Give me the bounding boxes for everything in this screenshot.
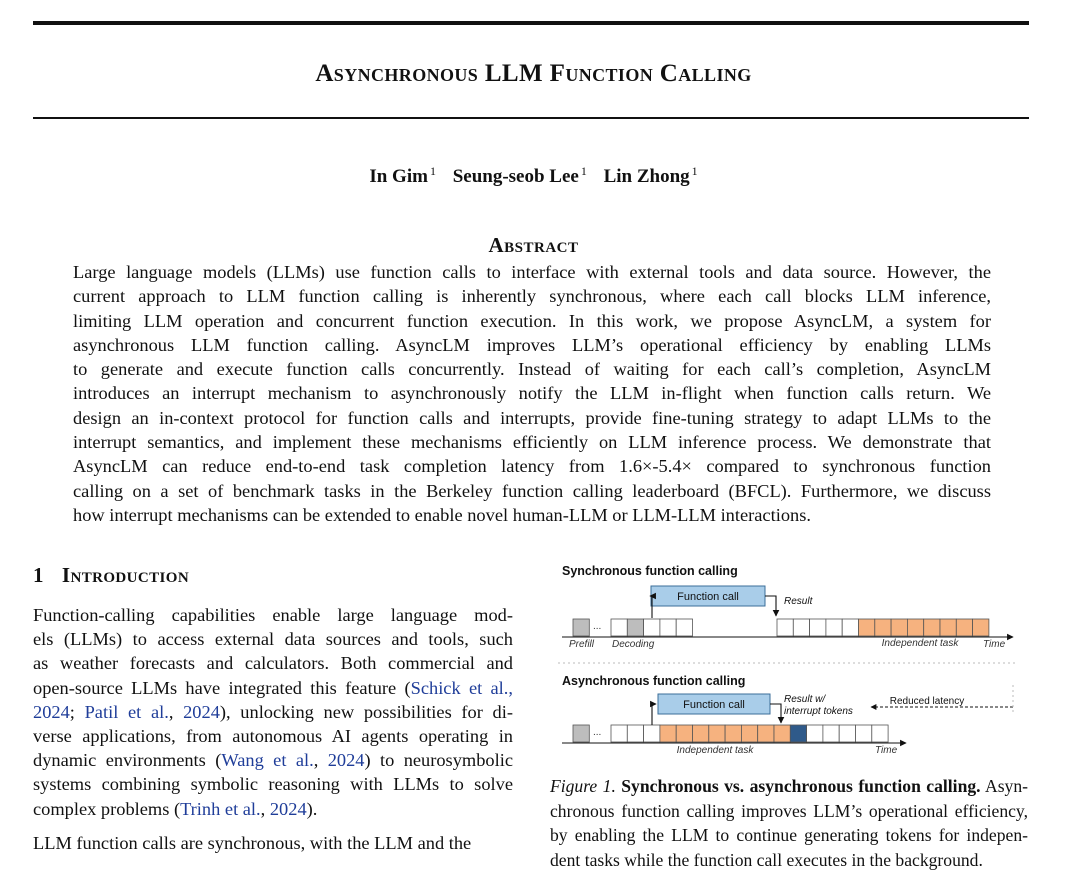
intro-text: ;: [70, 702, 85, 722]
decoding-label: Decoding: [612, 639, 655, 650]
citation-link[interactable]: 2024: [183, 702, 220, 722]
decoding-token: [627, 725, 643, 742]
ellipsis-token: ...: [593, 621, 601, 632]
unused-path-33: [648, 596, 650, 618]
independent-task-token: [956, 619, 972, 636]
citation-link[interactable]: 2024: [270, 799, 307, 819]
independent-task-token: [774, 725, 790, 742]
sync-function-call-label: Function call: [677, 591, 739, 603]
author-affiliation: 1: [581, 164, 587, 178]
author: [369, 166, 436, 187]
decoding-token: [842, 619, 858, 636]
sync-title: Synchronous function calling: [562, 564, 738, 578]
decoding-token: [839, 725, 855, 742]
reduced-latency-label: Reduced latency: [890, 696, 965, 707]
abstract-line: AsyncLM can reduce end-to-end task completion latency from 1.6×-5.4× compared to synchronous function: [73, 454, 991, 478]
interrupt-token: [790, 725, 806, 742]
decoding-token: [810, 619, 826, 636]
independent-task-token: [676, 725, 692, 742]
section-heading: [33, 563, 189, 588]
decoding-token: [826, 619, 842, 636]
independent-task-token: [973, 619, 989, 636]
independent-task-token: [924, 619, 940, 636]
decoding-token: [644, 619, 660, 636]
unused-path-49: [648, 596, 650, 618]
abstract-line: design an in-context protocol for function calls and interrupts, provide fine-tuning strategy to adapt LLMs to the: [73, 406, 991, 430]
intro-line: systems combining symbolic reasoning with LLMs to solve: [33, 772, 513, 796]
citation-link[interactable]: 2024: [328, 750, 365, 770]
intro-text: dynamic environments (: [33, 750, 221, 770]
caption-line: [550, 774, 1028, 799]
citation-link[interactable]: 2024: [33, 702, 70, 722]
intro-line: els (LLMs) to access external data sources and tools, such: [33, 627, 513, 651]
sync-independent-task-label: Independent task: [882, 638, 960, 649]
intro-line: Function-calling capabilities enable large language mod-: [33, 603, 513, 627]
caption-title: Synchronous vs. asynchronous function calling.: [621, 776, 980, 796]
intro-text: ,: [314, 750, 328, 770]
abstract-heading: Abstract: [0, 233, 1067, 258]
independent-task-token: [859, 619, 875, 636]
decoding-token: [660, 619, 676, 636]
caption-line: by enabling the LLM to continue generating tokens for indepen-: [550, 823, 1028, 848]
intro-text: open-source LLMs have integrated this feature (: [33, 678, 411, 698]
independent-task-token: [693, 725, 709, 742]
sync-time-label: Time: [983, 639, 1006, 650]
function-calling-diagram: [553, 560, 1023, 760]
independent-task-token: [758, 725, 774, 742]
author: [604, 166, 698, 187]
ellipsis-token: ...: [593, 727, 601, 738]
independent-task-token: [940, 619, 956, 636]
independent-task-token: [660, 725, 676, 742]
independent-task-token: [907, 619, 923, 636]
intro-line: [33, 748, 513, 772]
async-result-arrow: [770, 704, 781, 723]
decoding-token: [627, 619, 643, 636]
section-title: Introduction: [62, 563, 189, 587]
prefill-token: [573, 619, 589, 636]
title-bottom-rule: [33, 117, 1029, 119]
figure-caption: [550, 774, 1028, 872]
decoding-token: [807, 725, 823, 742]
decoding-token: [823, 725, 839, 742]
async-result-label-line2: interrupt tokens: [784, 706, 853, 717]
author-affiliation: 1: [692, 164, 698, 178]
decoding-token: [872, 725, 888, 742]
decoding-token: [611, 725, 627, 742]
abstract-line: Large language models (LLMs) use function calls to interface with external tools and data source. However, the: [73, 260, 991, 284]
independent-task-token: [891, 619, 907, 636]
caption-text: Asyn-: [985, 776, 1028, 796]
section-number: 1: [33, 563, 44, 587]
sync-result-label: Result: [784, 596, 814, 607]
abstract-line: asynchronous LLM function calling. AsyncLM improves LLM’s operational efficiency by enabling LLMs: [73, 333, 991, 357]
sync-token-row: [573, 619, 989, 636]
intro-line: verse applications, from autonomous AI agents operating in: [33, 724, 513, 748]
decoding-token: [793, 619, 809, 636]
author-list: [0, 164, 1067, 188]
caption-line: dent tasks while the function call executes in the background.: [550, 848, 1028, 872]
intro-text: complex problems (: [33, 799, 180, 819]
abstract-line: to generate and execute function calls concurrently. Instead of waiting for each call’s completion, AsyncLM: [73, 357, 991, 381]
unused-path-69: [649, 596, 650, 618]
async-function-call-label: Function call: [683, 699, 745, 711]
sync-result-arrow: [765, 596, 776, 616]
unused-path-34: [649, 596, 650, 618]
decoding-token: [777, 619, 793, 636]
decoding-token: [676, 619, 692, 636]
intro-line: [33, 676, 513, 700]
intro-line: [33, 797, 513, 821]
abstract-body: [73, 260, 991, 527]
intro-line: as weather forecasts and calculators. Both commercial and: [33, 651, 513, 675]
prefill-label: Prefill: [569, 639, 595, 650]
citation-link[interactable]: Schick et al.,: [411, 678, 513, 698]
abstract-line: current approach to LLM function calling is inherently synchronous, where each call blocks LLM inference,: [73, 284, 991, 308]
intro-line: LLM function calls are synchronous, with the LLM and the: [33, 831, 513, 855]
abstract-line: calling on a set of benchmark tasks in the Berkeley function calling leaderboard (BFCL). Furthermore, we discuss: [73, 479, 991, 503]
async-time-label: Time: [875, 745, 898, 756]
unused-path-73: [648, 596, 650, 618]
unused-path-72: [648, 596, 649, 618]
citation-link[interactable]: Patil et al.: [85, 702, 169, 722]
intro-text: ) to neurosymbolic: [364, 750, 513, 770]
prefill-token: [573, 725, 589, 742]
decoding-token: [644, 725, 660, 742]
async-result-label-line1: Result w/: [784, 694, 826, 705]
decoding-token: [611, 619, 627, 636]
author-name: In Gim: [369, 166, 428, 187]
independent-task-token: [709, 725, 725, 742]
decoding-token: [856, 725, 872, 742]
intro-text: ,: [169, 702, 183, 722]
async-independent-task-label: Independent task: [677, 745, 755, 756]
author-name: Lin Zhong: [604, 166, 690, 187]
caption-label: Figure 1.: [550, 776, 616, 796]
independent-task-token: [875, 619, 891, 636]
abstract-line: how interrupt mechanisms can be extended to enable novel human-LLM or LLM-LLM interactions.: [73, 503, 991, 527]
unused-path-44: [648, 596, 649, 618]
intro-text: ,: [261, 799, 270, 819]
abstract-line: introduces an interrupt mechanism to asynchronously notify the LLM in-flight when function calls return. We: [73, 381, 991, 405]
caption-line: chronous function calling improves LLM’s operational efficiency,: [550, 799, 1028, 824]
paper-title: Asynchronous LLM Function Calling: [0, 60, 1067, 88]
intro-text: ).: [307, 799, 318, 819]
intro-text: ), unlocking new possibilities for di-: [220, 702, 513, 722]
citation-link[interactable]: Trinh et al.: [180, 799, 261, 819]
async-title: Asynchronous function calling: [562, 674, 745, 688]
unused-path-32: [649, 596, 650, 618]
figure-1: [553, 560, 1023, 760]
async-call-arrow: [652, 704, 656, 725]
independent-task-token: [725, 725, 741, 742]
intro-body: [33, 603, 513, 855]
abstract-line: limiting LLM operation and concurrent function execution. In this work, we propose AsyncLM, a system for: [73, 309, 991, 333]
author-name: Seung-seob Lee: [453, 166, 579, 187]
independent-task-token: [741, 725, 757, 742]
intro-line: [33, 700, 513, 724]
author-affiliation: 1: [430, 164, 436, 178]
top-rule: [33, 21, 1029, 25]
author: [453, 166, 587, 187]
abstract-line: interrupt semantics, and implement these mechanisms efficiently on LLM inference process. We demonstrate that: [73, 430, 991, 454]
async-token-row: [573, 725, 888, 742]
citation-link[interactable]: Wang et al.: [221, 750, 313, 770]
